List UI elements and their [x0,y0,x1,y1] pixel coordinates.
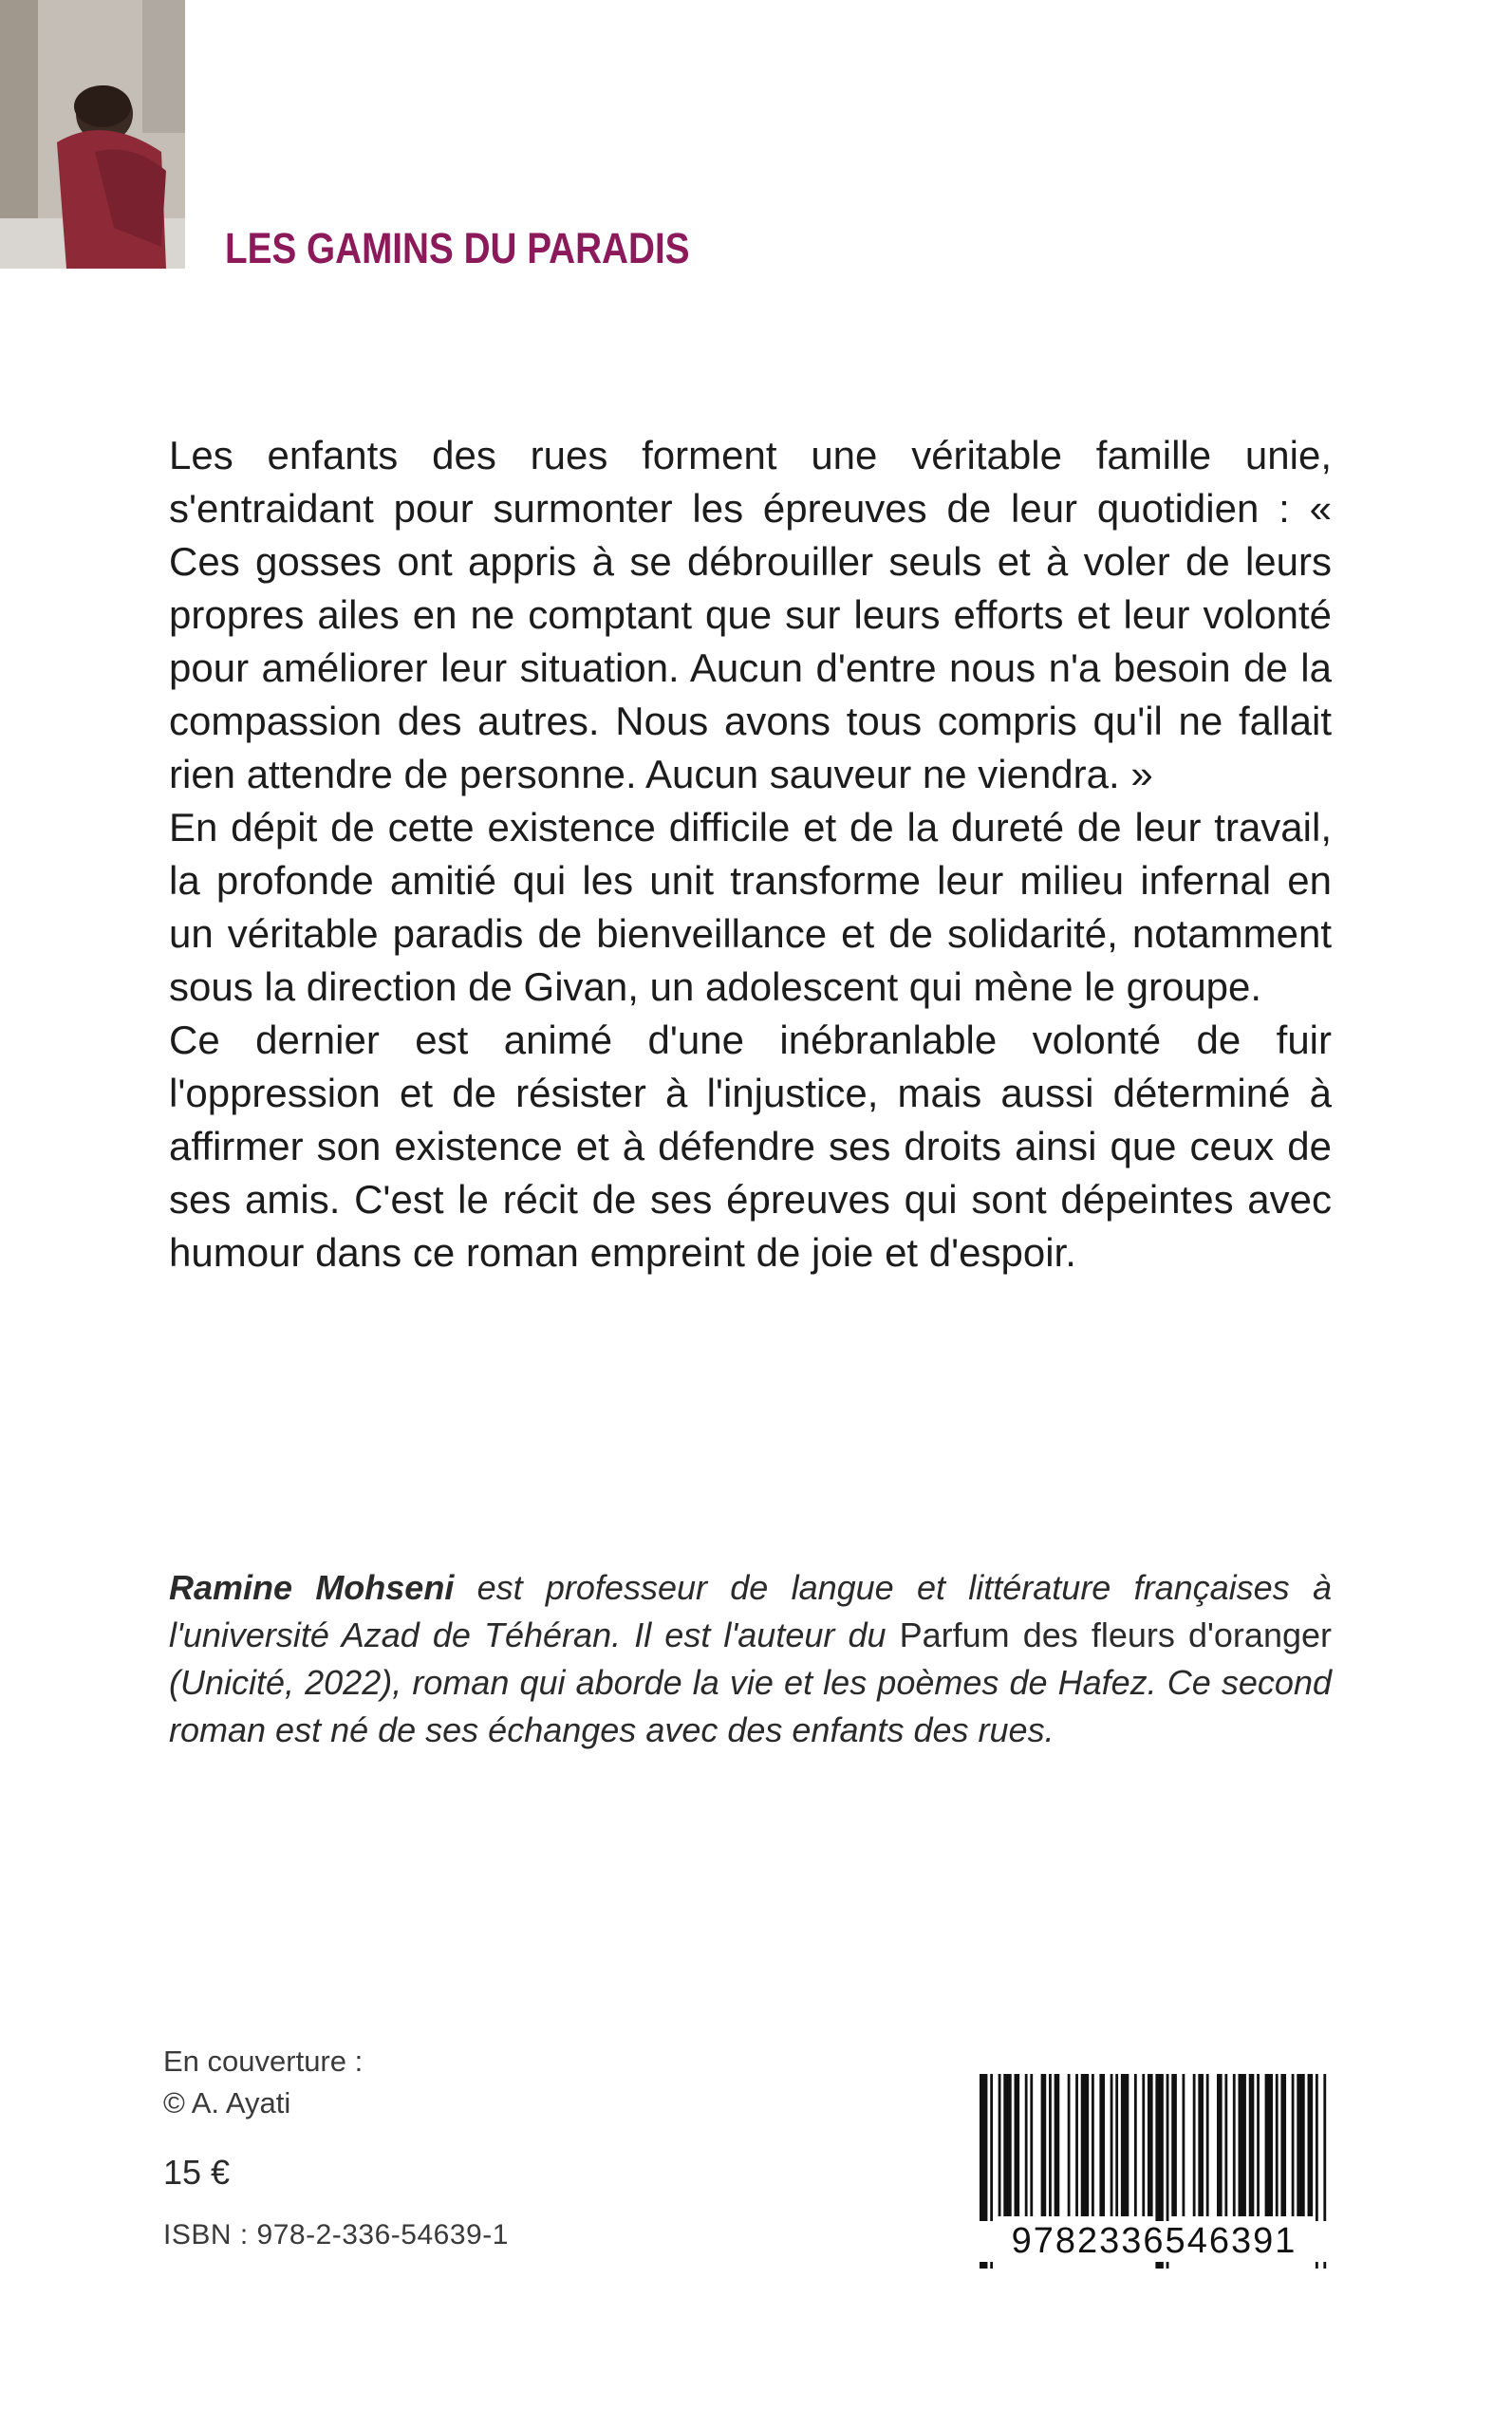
barcode-digits: 9782336546391 [978,2221,1331,2262]
barcode-bar [1115,2074,1118,2216]
barcode-bar [999,2074,1001,2216]
barcode-bar [1238,2074,1245,2216]
cover-credit-photographer: © A. Ayati [163,2086,291,2120]
barcode-bar [1025,2074,1028,2216]
author-bio-text-2: (Unicité, 2022), roman qui aborde la vie et les poèmes de Hafez. Ce second roman est né de ses échanges avec des enfants des rues. [169,1663,1332,1749]
barcode-bar [1171,2074,1177,2216]
barcode-bar [1198,2074,1204,2216]
cover-photo-thumbnail [0,0,199,269]
barcode-bar [1134,2074,1137,2216]
barcode-bar [1182,2074,1185,2216]
child-photo-image [0,0,199,269]
barcode-bar [1068,2074,1071,2216]
cover-credit [163,2041,363,2124]
barcode-bar [1224,2074,1227,2216]
isbn: ISBN : 978-2-336-54639-1 [163,2219,509,2250]
barcode-bar [1121,2074,1129,2216]
barcode-bar [1003,2074,1011,2216]
barcode-bar [1249,2074,1255,2216]
barcode-bar [1217,2074,1223,2216]
barcode-bar [1099,2074,1105,2216]
barcode-bar [1233,2074,1236,2216]
barcode-bar [1292,2074,1295,2216]
author-bio-text-1: est professeur de langue et littérature françaises à l'université Azad de Téhéran. Il est l'auteur du [169,1568,1332,1654]
cover-credit-label: En couverture : [163,2045,364,2078]
barcode-bar [1111,2074,1113,2216]
barcode-bar [1276,2074,1279,2216]
barcode-bar [1049,2074,1052,2216]
barcode-bar [1257,2074,1260,2216]
barcode-bar [1280,2074,1286,2216]
blurb-paragraph-1: Les enfants des rues forment une véritable famille unie, s'entraidant pour surmonter les épreuves de leur quotidien : « Ces gosses ont appris à se débrouiller seuls et à voler de leurs propres ailes en ne comptant que sur leurs efforts et leur volonté pour améliorer leur situation. Aucun d'entre nous n'a besoin de la compassion des autres. Nous avons tous compris qu'il ne fallait rien attendre de personne. Aucun sauveur ne viendra. » [169,433,1332,796]
barcode-bar [1308,2074,1314,2216]
barcode-bar [1015,2074,1020,2216]
blurb-paragraph-2: En dépit de cette existence difficile et de la dureté de leur travail, la profonde amitié qui les unit transforme leur milieu infernal en un véritable paradis de bienveillance et de solidarité, notamment sous la direction de Givan, un adolescent qui mène le groupe. [169,805,1332,1009]
author-previous-book-title: Parfum des fleurs d'oranger [899,1615,1332,1654]
back-cover-blurb [169,429,1332,1279]
barcode-bar [1265,2074,1273,2216]
author-name: Ramine Mohseni [169,1568,455,1607]
barcode-bar [1075,2074,1078,2216]
price: 15 € [163,2153,231,2192]
barcode-bar [1092,2074,1094,2216]
book-title: LES GAMINS DU PARADIS [225,224,690,272]
barcode-bar [1055,2074,1060,2216]
barcode-bar [1081,2074,1089,2216]
barcode-bar [1193,2074,1196,2216]
barcode-bar [1206,2074,1209,2216]
author-bio [169,1564,1332,1754]
barcode-bar [1041,2074,1047,2216]
barcode-bar [1148,2074,1153,2216]
barcode-bar [1030,2074,1033,2216]
barcode-bar [1142,2074,1145,2216]
barcode-bar [1297,2074,1304,2216]
blurb-paragraph-3: Ce dernier est animé d'une inébranlable volonté de fuir l'oppression et de résister à l'injustice, mais aussi déterminé à affirmer son existence et à défendre ses droits ainsi que ceux de ses amis. C'est le récit de ses épreuves qui sont dépeintes avec humour dans ce roman empreint de joie et d'espoir. [169,1018,1332,1275]
